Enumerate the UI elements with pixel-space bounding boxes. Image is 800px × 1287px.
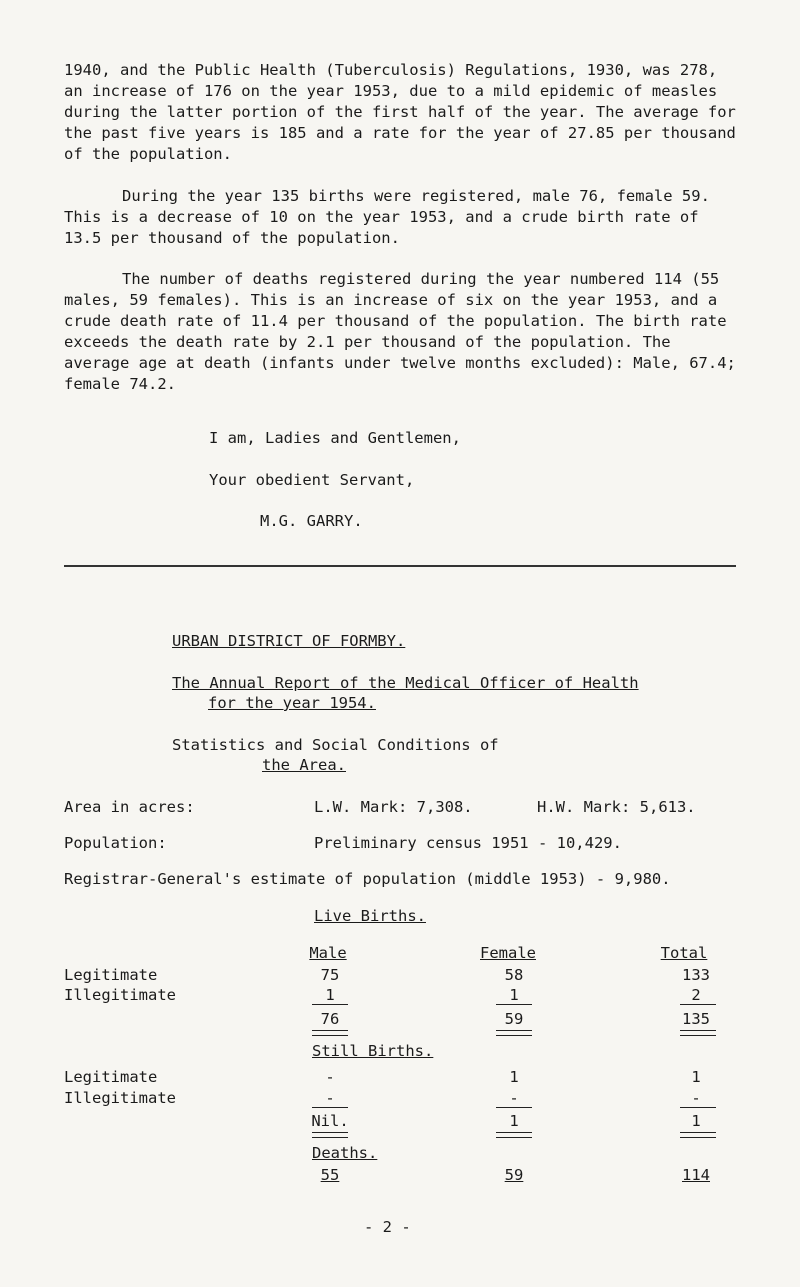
total-double-rule	[312, 1030, 348, 1036]
cell-live-legit-total: 133	[682, 966, 710, 984]
signature: M.G. GARRY.	[260, 512, 363, 530]
page-number: - 2 -	[364, 1218, 411, 1236]
closing-salutation: I am, Ladies and Gentlemen,	[209, 429, 461, 447]
area-hw-mark: H.W. Mark: 5,613.	[537, 798, 696, 816]
total-double-rule	[496, 1132, 532, 1138]
header-female: Female	[480, 944, 536, 962]
cell-still-legit-total: 1	[691, 1068, 701, 1086]
paragraph-deaths: The number of deaths registered during the year numbered 114 (55 males, 59 females). This is an increase of six on the year 1953, and a crude death rate of 11.4 per thousand of the population. The birth rate exceeds the death rate by 2.1 per thousand of the population. The average age at death (infants under twelve months excluded): Male, 67.4; female 74.2.	[64, 270, 736, 393]
cell-still-illeg-female: -	[509, 1089, 519, 1107]
paragraph-notifications: 1940, and the Public Health (Tuberculosis) Regulations, 1930, was 278, an increase of 176 on the year 1953, due to a mild epidemic of measles during the latter portion of the first half of the year. The average for the past five years is 185 and a rate for the year of 27.85 per thousand of the population.	[64, 61, 736, 163]
closing-sign-off: Your obedient Servant,	[209, 471, 415, 489]
row-label-legitimate: Legitimate	[64, 1068, 158, 1086]
total-double-rule	[312, 1132, 348, 1138]
subtotal-rule	[312, 1004, 348, 1005]
paragraph-births: During the year 135 births were registered, male 76, female 59. This is a decrease of 10 on the year 1953, and a crude birth rate of 13.5 per thousand of the population.	[64, 187, 710, 247]
statistics-heading-line2: the Area.	[262, 756, 346, 774]
row-label-legitimate: Legitimate	[64, 966, 158, 984]
cell-live-illeg-total: 2	[691, 986, 701, 1004]
total-live-total: 135	[682, 1010, 710, 1028]
total-still-female: 1	[509, 1112, 519, 1130]
subtotal-rule	[680, 1004, 716, 1005]
report-title-line1: The Annual Report of the Medical Officer of Health	[172, 674, 639, 692]
report-title-line2: for the year 1954.	[208, 694, 376, 712]
subtotal-rule	[680, 1107, 716, 1108]
still-births-title: Still Births.	[312, 1042, 434, 1060]
subtotal-rule	[496, 1004, 532, 1005]
total-double-rule	[680, 1132, 716, 1138]
population-census: Preliminary census 1951 - 10,429.	[314, 834, 622, 852]
district-title: URBAN DISTRICT OF FORMBY.	[172, 632, 406, 650]
cell-still-illeg-male: -	[325, 1089, 335, 1107]
row-label-illegitimate: Illegitimate	[64, 986, 176, 1004]
total-deaths-total: 114	[682, 1166, 710, 1184]
cell-live-legit-male: 75	[320, 966, 340, 984]
row-label-illegitimate: Illegitimate	[64, 1089, 176, 1107]
total-deaths-male: 55	[320, 1166, 340, 1184]
deaths-title: Deaths.	[312, 1144, 378, 1162]
area-label: Area in acres:	[64, 798, 195, 816]
cell-live-illeg-female: 1	[509, 986, 519, 1004]
population-label: Population:	[64, 834, 167, 852]
section-divider	[64, 565, 736, 567]
total-still-male: Nil.	[311, 1112, 349, 1130]
statistics-heading-line1: Statistics and Social Conditions of	[172, 736, 499, 754]
total-double-rule	[680, 1030, 716, 1036]
total-live-female: 59	[504, 1010, 524, 1028]
header-total: Total	[660, 944, 708, 962]
live-births-title: Live Births.	[314, 907, 426, 925]
total-live-male: 76	[320, 1010, 340, 1028]
subtotal-rule	[496, 1107, 532, 1108]
total-double-rule	[496, 1030, 532, 1036]
area-lw-mark: L.W. Mark: 7,308.	[314, 798, 473, 816]
cell-live-illeg-male: 1	[325, 986, 335, 1004]
subtotal-rule	[312, 1107, 348, 1108]
cell-still-legit-male: -	[325, 1068, 335, 1086]
cell-still-illeg-total: -	[691, 1089, 701, 1107]
cell-live-legit-female: 58	[504, 966, 524, 984]
cell-still-legit-female: 1	[509, 1068, 519, 1086]
header-male: Male	[309, 944, 347, 962]
population-estimate: Registrar-General's estimate of population (middle 1953) - 9,980.	[64, 870, 671, 888]
total-still-total: 1	[691, 1112, 701, 1130]
total-deaths-female: 59	[504, 1166, 524, 1184]
